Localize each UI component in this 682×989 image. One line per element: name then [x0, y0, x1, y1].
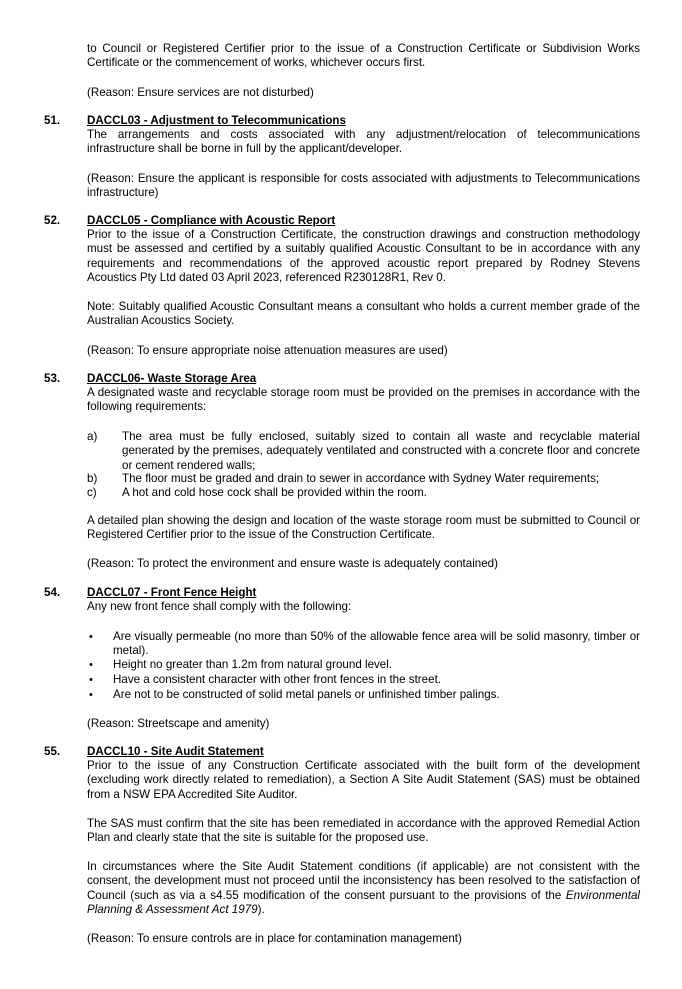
- condition-52-reason: (Reason: To ensure appropriate noise attenuation measures are used): [87, 344, 448, 357]
- condition-55-reason: (Reason: To ensure controls are in place for contamination management): [87, 932, 462, 945]
- act-name: Environmental Planning & Assessment Act 1979: [87, 888, 640, 917]
- condition-55-body: Prior to the issue of any Construction Certificate associated with the built form of the development (excluding work directly related to remediation), a Section A Site Audit Statement (SAS) must be obtained from a NSW EPA Accredited Site Auditor.: [87, 759, 640, 801]
- condition-53-body: A designated waste and recyclable storage room must be provided on the premises in accordance with the following requirements:: [87, 386, 640, 414]
- condition-53-reason: (Reason: To protect the environment and ensure waste is adequately contained): [87, 557, 498, 570]
- condition-54-number: 54.: [44, 586, 61, 599]
- list-marker-a: a): [87, 430, 98, 443]
- condition-55-inconsistency-paragraph: [87, 860, 640, 918]
- condition-53-title: DACCL06- Waste Storage Area: [87, 372, 257, 385]
- bullet-item-1: Are visually permeable (no more than 50% of the allowable fence area will be solid masonry, timber or metal).: [113, 630, 640, 658]
- condition-55-sas-paragraph: The SAS must confirm that the site has been remediated in accordance with the approved Remedial Action Plan and clearly state that the site is suitable for the proposed use.: [87, 817, 640, 845]
- list-item-a: The area must be fully enclosed, suitably sized to contain all waste and recyclable material generated by the premises, adequately ventilated and constructed with a concrete floor and concrete or cement rendered walls;: [122, 430, 640, 472]
- intro-line-1: to Council or Registered Certifier prior to the issue of a Construction Certificate or Subdivision Works: [87, 42, 640, 55]
- bullet-glyph: •: [89, 659, 93, 671]
- condition-54-title: DACCL07 - Front Fence Height: [87, 586, 257, 599]
- condition-53-number: 53.: [44, 372, 61, 385]
- condition-55-title: DACCL10 - Site Audit Statement: [87, 745, 264, 758]
- condition-54-reason: (Reason: Streetscape and amenity): [87, 717, 270, 730]
- list-item-c: A hot and cold hose cock shall be provided within the room.: [122, 486, 427, 499]
- condition-51-title: DACCL03 - Adjustment to Telecommunications: [87, 114, 346, 127]
- intro-line-2: Certificate or the commencement of works, whichever occurs first.: [87, 56, 426, 70]
- bullet-glyph: •: [89, 689, 93, 701]
- condition-54-body: Any new front fence shall comply with the following:: [87, 600, 352, 613]
- condition-52-title: DACCL05 - Compliance with Acoustic Report: [87, 214, 336, 227]
- condition-52-note: Note: Suitably qualified Acoustic Consultant means a consultant who holds a current member grade of the Australian Acoustics Society.: [87, 300, 640, 328]
- list-marker-b: b): [87, 472, 98, 485]
- intro-reason: (Reason: Ensure services are not disturbed): [87, 86, 314, 99]
- condition-51-reason: (Reason: Ensure the applicant is responsible for costs associated with adjustments to Telecommunications infrastructure): [87, 172, 640, 200]
- list-marker-c: c): [87, 486, 97, 499]
- paragraph-end: ).: [257, 903, 265, 917]
- condition-53-plan-paragraph: A detailed plan showing the design and location of the waste storage room must be submitted to Council or Registered Certifier prior to the issue of the Construction Certificate.: [87, 514, 640, 542]
- bullet-item-2: Height no greater than 1.2m from natural ground level.: [113, 658, 393, 671]
- condition-52-number: 52.: [44, 214, 61, 227]
- bullet-glyph: •: [89, 674, 93, 686]
- bullet-glyph: •: [89, 631, 93, 643]
- condition-55-number: 55.: [44, 745, 61, 758]
- bullet-item-4: Are not to be constructed of solid metal panels or unfinished timber palings.: [113, 688, 500, 701]
- condition-52-body: Prior to the issue of a Construction Certificate, the construction drawings and construction methodology must be assessed and certified by a suitably qualified Acoustic Consultant to be in accordance with any requirements and recommendations of the approved acoustic report prepared by Rodney Stevens Acoustics Pty Ltd dated 03 April 2023, referenced R230128R1, Rev 0.: [87, 228, 640, 285]
- condition-51-body: The arrangements and costs associated with any adjustment/relocation of telecommunications infrastructure shall be borne in full by the applicant/developer.: [87, 128, 640, 156]
- intro-paragraph: [87, 42, 640, 71]
- condition-51-number: 51.: [44, 114, 61, 127]
- paragraph-text: In circumstances where the Site Audit Statement conditions (if applicable) are not consistent with the consent, the development must not proceed until the inconsistency has been resolved to the satisfaction of Council (such as via a s4.55 modification of the consent pursuant to the provisions of the: [87, 860, 640, 902]
- bullet-item-3: Have a consistent character with other front fences in the street.: [113, 673, 442, 686]
- list-item-b: The floor must be graded and drain to sewer in accordance with Sydney Water requirements;: [122, 472, 600, 485]
